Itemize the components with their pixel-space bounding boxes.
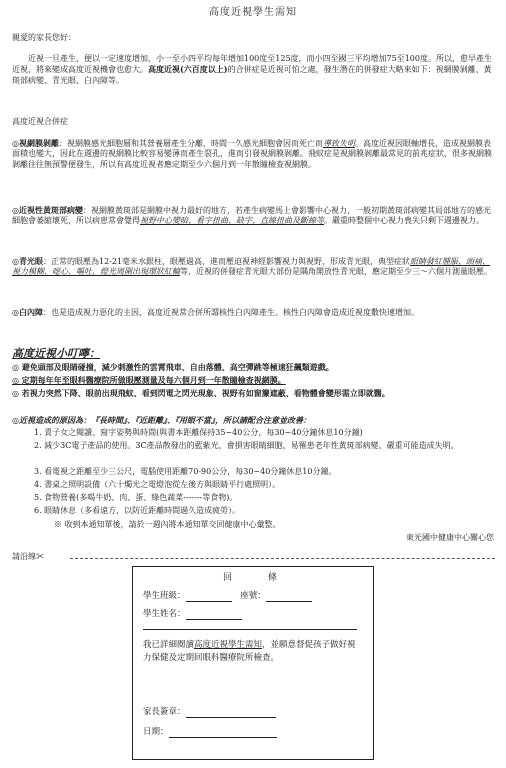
name-field[interactable]: [186, 610, 242, 620]
complication-text: ：正常的眼壓為12-21毫米水銀柱，眼壓過高，進而壓迫視神經影響視力與視野，形成青光眼，典型症狀: [42, 257, 411, 266]
complication-text: 等，近視的併發症青光眼大部份是隅角開放性青光眼，應定期至少三～六個月測量眼壓。: [180, 267, 492, 277]
complication-retinal-detachment: [12, 138, 496, 170]
name-label: 學生姓名：: [143, 609, 186, 619]
complications-header: 高度近視合併症: [12, 117, 68, 126]
complication-emphasis: 眼睛發紅腫脹、頭痛、視力模糊、噁心、嘔吐、燈光周圍出現環狀紅輪: [12, 257, 491, 277]
complication-label: ◎青光眼: [12, 256, 43, 266]
intro-text-bold: 高度近視(六百度以上): [148, 64, 228, 75]
class-seat-row: [143, 591, 312, 602]
date-label: 日期：: [143, 727, 169, 737]
name-row: [143, 609, 242, 620]
class-label: 學生班級：: [143, 591, 186, 601]
cause-item: 4. 書桌之照明設備（六十燭光之電燈泡從左後方與眼睛平行處照明）。: [34, 480, 281, 489]
complication-emphasis: 導致失明: [322, 139, 355, 148]
seat-label: 座號：: [240, 591, 266, 601]
complication-glaucoma: [12, 256, 496, 278]
parent-signature-label: 家長簽章：: [143, 707, 186, 717]
cause-item: 1. 責子女之閱讀、寫字姿勢與時間(與書本距離保持35~40公分，每30~40分鐘休息10分鐘): [34, 428, 363, 437]
tips-title: 高度近視小叮嚀：: [12, 347, 100, 360]
complication-text: 。高度近視因眼軸增長，造成視網膜表面積也變大，因此在週邊的視網膜比較容易變薄而產生裂孔，進而引發視網膜剝離。飛蚊症是視網膜剝離最常見的前兆症狀，很多視網膜剝離往往無預警便發生，所以有高度近視者應定期至少六個月到一年散瞳檢查視網膜。: [12, 139, 492, 169]
complication-cataract: [12, 307, 496, 318]
greeting: 親愛的家長您好：: [12, 33, 76, 42]
date-field[interactable]: [169, 728, 277, 738]
tip-item: ◎ 定期每年年至眼科醫療院所做眼壓測量及每六個月到一年散瞳檢查視網膜。: [12, 375, 286, 385]
intro-text-c: 的合併症是近視可怕之處，發生潛在的併發症大略來如下：視網膜剝離、黃斑部病變、青光眼、白內障等。: [12, 65, 492, 85]
cause-item: 3. 看電視之距離至少三公尺，電腦使用距離70-90公分，每30~40分鐘休息10分鐘。: [34, 467, 337, 476]
complication-macular-degeneration: [12, 205, 496, 227]
tip-item: ◎ 若視力突然下降、眼前出現飛蚊、看到閃電之閃光現象、視野有如窗簾遮蔽、看物體會變形需立即就醫。: [12, 388, 390, 398]
scissors-icon: ✂: [36, 552, 44, 561]
statement: 我已詳細閱讀高度近視學生需知，並願意督促孩子做好視力保健及定期回眼科醫療院所檢查。: [143, 640, 356, 664]
cause-item: 2. 減少3C電子產品的使用。3C產品散發出的藍紫光，會損害眼睛細胞，易罹患老年性黃斑部病變，嚴重可能造成失明。: [34, 441, 459, 450]
complication-emphasis: 視野中心變暗、看字扭曲、缺字、直線扭曲及斷線等: [140, 216, 324, 226]
parent-signature-row: [143, 707, 276, 718]
circle-icon: ◎: [12, 388, 22, 398]
return-slip-title: 回 條: [222, 573, 283, 583]
complication-label: ◎視網膜剝離: [12, 138, 59, 148]
class-field[interactable]: [186, 592, 232, 602]
form-divider: [143, 629, 357, 630]
cut-line-label: 請沿線✂: [12, 552, 44, 561]
cause-item: 6. 眼睛休息（多看遠方，以防近距離時間過久造成疲勞）。: [34, 506, 241, 515]
intro-text-a: 近視一旦產生，便以一定速度增加，小一至小四平均每年增加100度至125度，而小四至國三平均增加75至100度。所以，愈早產生近視，將來變成高度近視機會也愈大。: [12, 54, 492, 75]
date-row: [143, 727, 277, 738]
return-slip: [132, 566, 374, 760]
complication-text: ：也是造成視力惡化的主因，高度近視常合併所謂核性白內障產生。核性白內障會造成近視度數快速增加。: [42, 308, 419, 317]
circle-icon: ◎: [12, 362, 22, 372]
intro-paragraph: [12, 54, 496, 86]
parent-signature-field[interactable]: [186, 708, 276, 718]
signoff: 東光國中健康中心關心您: [406, 533, 494, 542]
return-note: ※ 收到本通知單後，請於一週內將本通知單交回健康中心彙整。: [54, 520, 281, 529]
cause-item: 5. 食物營養(多喝牛奶、肉、蛋、綠色蔬菜-------等食物)。: [34, 493, 238, 502]
circle-icon: ◎: [12, 375, 22, 385]
complication-label: ◎近視性黃斑部病變: [12, 205, 83, 215]
complication-text: ：視網膜感光細胞層和其營養層產生分離，時間一久感光細胞會因而死亡而: [58, 139, 323, 148]
complication-text: ：視網膜黃斑部是網膜中視力最好的地方，若產生病變馬上會影響中心視力，一般初期黃斑部病變其局部地方的感光細胞會萎縮壞死，所以病患常會覺得: [12, 206, 491, 226]
complication-label: ◎白內障: [12, 307, 43, 317]
complication-text: 。嚴重時整個中心視力喪失只剩下週邊視力。: [324, 216, 484, 226]
page-title: 高度近視學生需知: [209, 7, 297, 18]
seat-field[interactable]: [266, 592, 312, 602]
cut-line: [70, 558, 495, 559]
tip-item: ◎ 避免頭部及眼睛碰撞，減少刺激性的雲霄飛車、自由落體、高空彈跳等極速狂飆類遊戲。: [12, 362, 334, 372]
causes-title: ◎近視造成的原因為：『長時間』、『近距離』、『用眼不當』，所以請配合注意並改善：: [12, 415, 311, 425]
